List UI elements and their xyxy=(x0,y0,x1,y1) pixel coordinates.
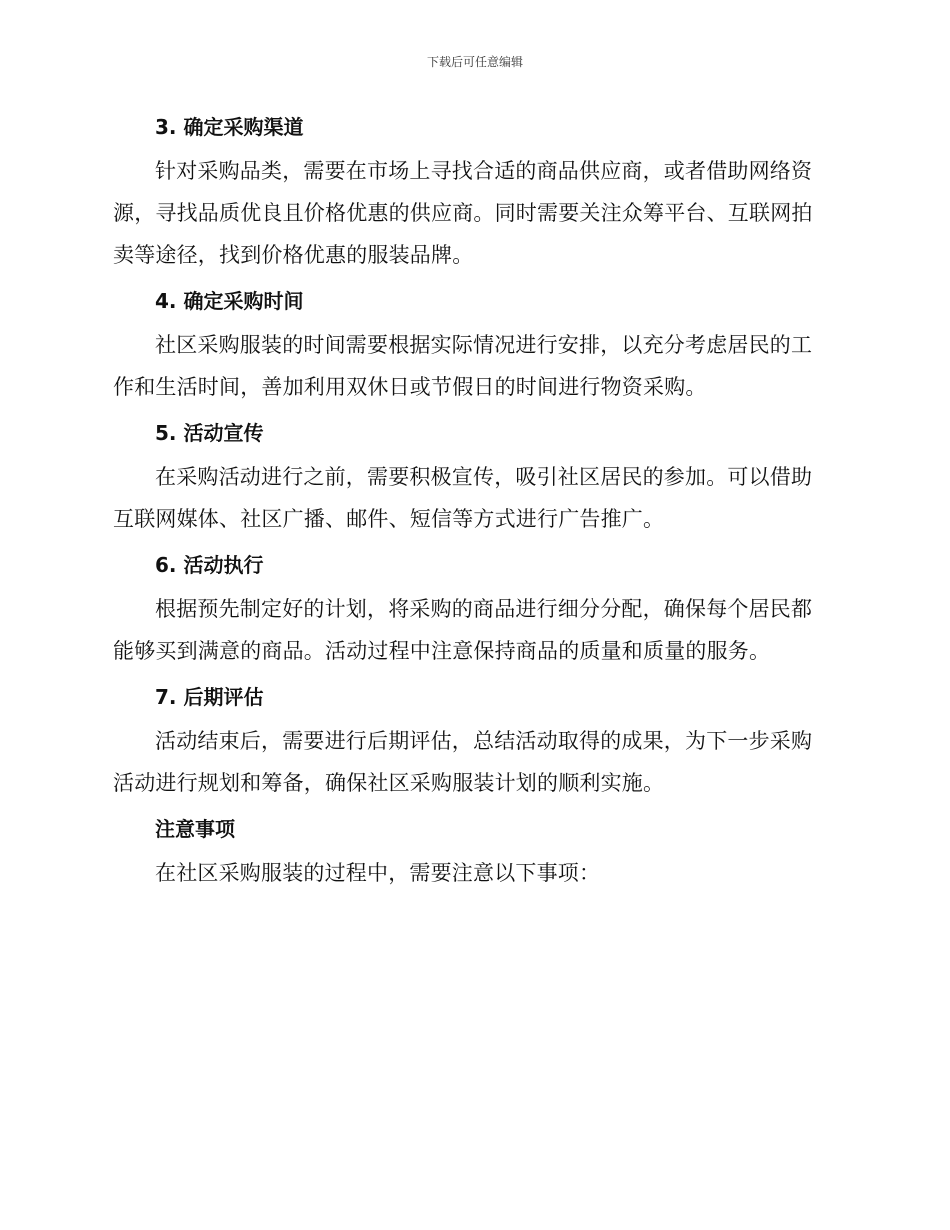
section-heading: 注意事项 xyxy=(155,817,235,841)
section-procurement-time xyxy=(113,282,833,414)
section-paragraph: 社区采购服装的时间需要根据实际情况进行安排，以充分考虑居民的工作和生活时间，善加利用双休日或节假日的时间进行物资采购。 xyxy=(113,333,813,399)
section-procurement-channel xyxy=(113,108,833,282)
section-heading: 3. 确定采购渠道 xyxy=(155,115,304,139)
section-paragraph: 在社区采购服装的过程中，需要注意以下事项： xyxy=(155,861,601,885)
section-heading: 6. 活动执行 xyxy=(155,553,264,577)
section-promotion xyxy=(113,414,833,546)
section-paragraph: 根据预先制定好的计划，将采购的商品进行细分分配，确保每个居民都能够买到满意的商品。活动过程中注意保持商品的质量和质量的服务。 xyxy=(113,597,813,663)
section-paragraph: 针对采购品类，需要在市场上寻找合适的商品供应商，或者借助网络资源，寻找品质优良且价格优惠的供应商。同时需要关注众筹平台、互联网拍卖等途径，找到价格优惠的服装品牌。 xyxy=(113,159,813,267)
section-heading: 4. 确定采购时间 xyxy=(155,289,304,313)
document-body xyxy=(113,108,833,894)
section-notes xyxy=(113,810,833,894)
section-execution xyxy=(113,546,833,678)
section-heading: 7. 后期评估 xyxy=(155,685,264,709)
section-paragraph: 在采购活动进行之前，需要积极宣传，吸引社区居民的参加。可以借助互联网媒体、社区广播、邮件、短信等方式进行广告推广。 xyxy=(113,465,813,531)
section-heading: 5. 活动宣传 xyxy=(155,421,264,445)
section-paragraph: 活动结束后，需要进行后期评估，总结活动取得的成果，为下一步采购活动进行规划和筹备，确保社区采购服装计划的顺利实施。 xyxy=(113,729,813,795)
page-header: 下载后可任意编辑 xyxy=(426,55,523,69)
section-evaluation xyxy=(113,678,833,810)
